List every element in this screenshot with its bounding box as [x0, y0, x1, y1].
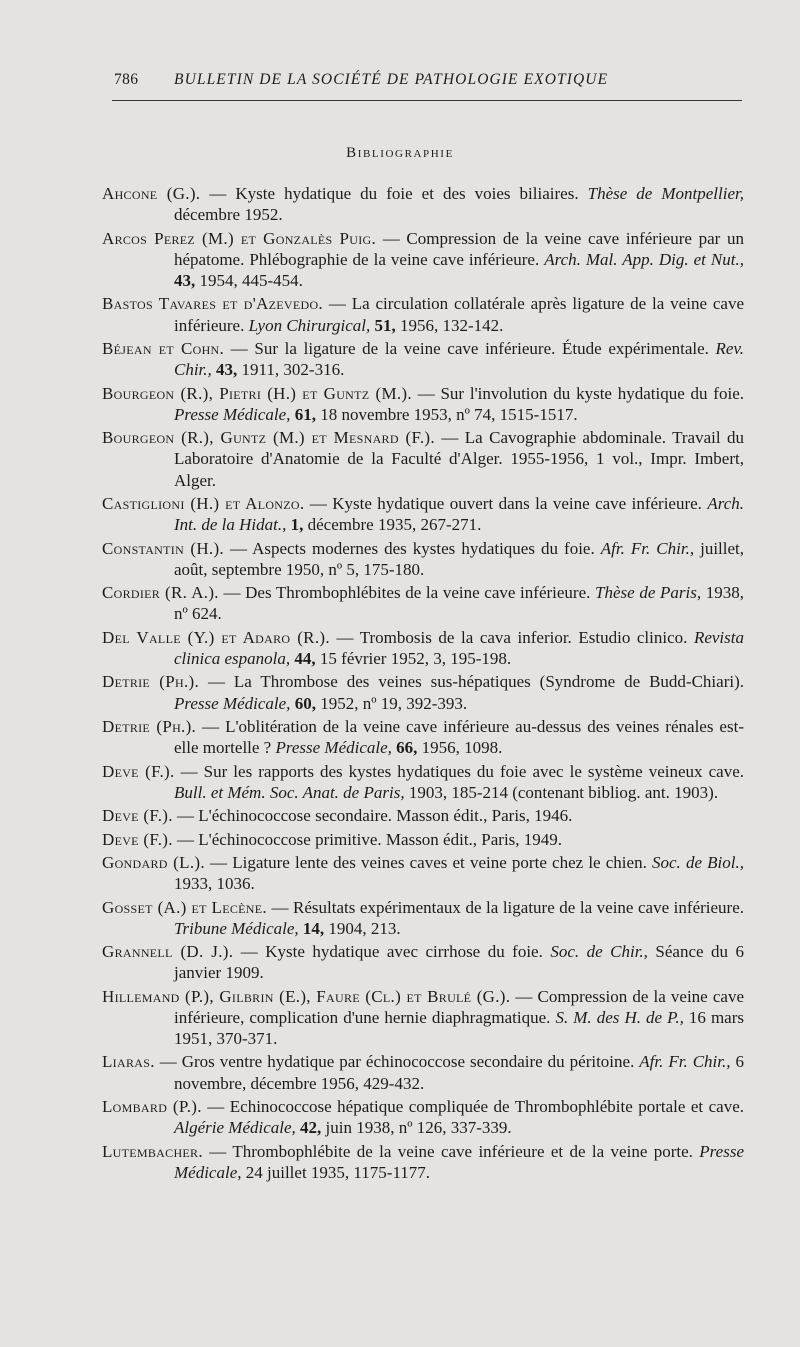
bibliography-entry [102, 582, 744, 624]
bibliography-entry [102, 761, 744, 803]
entry-authors: Liaras. [102, 1052, 155, 1072]
entry-journal: Presse Médicale, [275, 738, 392, 758]
bibliography-entry [102, 1051, 744, 1093]
entry-authors: Deve (F.). [102, 806, 173, 826]
entry-text: — Résultats expérimentaux de la ligature de la veine cave inférieure. [266, 897, 744, 917]
entry-journal: S. M. des H. de P., [555, 1007, 684, 1027]
entry-details: Séance du 6 janvier 1909. [174, 942, 744, 983]
entry-text: — Kyste hydatique avec cirrhose du foie. [233, 942, 551, 962]
entry-journal: Revista clinica espanola, [174, 627, 744, 668]
entry-details: 1956, 1098. [417, 738, 503, 758]
entry-volume: 14, [298, 918, 325, 938]
bibliography-list [102, 183, 744, 1185]
entry-text: — L'échinococcose primitive. Masson édit., Paris, 1949. [172, 829, 563, 849]
entry-details: 1954, 445-454. [195, 271, 303, 290]
entry-authors: Lutembacher. [102, 1141, 203, 1161]
bibliography-entry [102, 1141, 744, 1183]
bibliography-entry [102, 716, 744, 758]
entry-details: 1904, 213. [324, 918, 401, 938]
entry-details: 1903, 185-214 (contenant bibliog. ant. 1903). [404, 782, 719, 802]
header-rule [112, 100, 742, 101]
entry-journal: Thèse de Paris, [595, 583, 702, 603]
entry-volume: 44, [290, 648, 316, 668]
entry-journal: Afr. Fr. Chir., [600, 538, 695, 558]
bibliography-entry [102, 671, 744, 713]
entry-volume: 51, [370, 315, 396, 335]
bibliography-entry [102, 852, 744, 894]
entry-journal: Tribune Médicale, [174, 918, 299, 938]
entry-details: 15 février 1952, 3, 195-198. [315, 648, 512, 668]
entry-text: — L'échinococcose secondaire. Masson édit., Paris, 1946. [172, 806, 573, 826]
entry-details: 1933, 1036. [174, 874, 255, 894]
entry-details: 1911, 302-316. [237, 360, 345, 380]
entry-details: 18 novembre 1953, nº 74, 1515-1517. [315, 404, 578, 424]
entry-authors: Deve (F.). [102, 761, 175, 781]
entry-text: — Sur les rapports des kystes hydatiques du foie avec le système veineux cave. [174, 761, 744, 781]
bibliography-entry [102, 538, 744, 580]
entry-text: — Kyste hydatique ouvert dans la veine cave inférieure. [304, 493, 708, 513]
entry-journal: Arch. Int. de la Hidat., [174, 493, 745, 535]
bibliography-entry [102, 383, 744, 425]
entry-authors: Lombard (P.). [102, 1097, 202, 1117]
entry-volume: 66, [391, 738, 418, 758]
entry-authors: Castiglioni (H.) et Alonzo. [102, 493, 305, 513]
entry-text: — Ligature lente des veines caves et veine porte chez le chien. [204, 852, 652, 872]
bibliography-entry [102, 829, 744, 850]
entry-authors: Cordier (R. A.). [102, 583, 219, 603]
entry-volume: 42, [295, 1118, 322, 1138]
entry-text: — Thrombophlébite de la veine cave inférieure et de la veine porte. [202, 1141, 700, 1161]
entry-journal: Thèse de Montpellier, [587, 184, 745, 203]
entry-journal: Presse Médicale, [174, 404, 291, 424]
entry-details: 1956, 132-142. [395, 315, 504, 335]
entry-volume: 60, [290, 693, 316, 713]
entry-details: 24 juillet 1935, 1175-1177. [241, 1162, 431, 1182]
entry-details: 6 novembre, décembre 1956, 429-432. [174, 1052, 744, 1093]
entry-text: — Compression de la veine cave inférieure par un hépatome. Phlébographie de la veine cave inférieure. [174, 228, 745, 269]
entry-text: — Sur l'involution du kyste hydatique du foie. [411, 383, 744, 403]
bibliography-entry [102, 897, 744, 939]
entry-authors: Gondard (L.). [102, 852, 205, 872]
entry-authors: Ahcone (G.). [102, 184, 201, 203]
entry-text: — Echinococcose hépatique compliquée de Thrombophlébite portale et cave. [201, 1097, 744, 1117]
entry-details: décembre 1935, 267-271. [303, 515, 482, 535]
entry-journal: Presse Médicale, [174, 1141, 744, 1182]
entry-text: — La Cavographie abdominale. Travail du Laboratoire d'Anatomie de la Faculté d'Alger. 1955-1956, 1 vol., Impr. Imbert, Alger. [174, 428, 744, 490]
entry-details: 1938, nº 624. [174, 583, 745, 624]
bibliography-entry [102, 627, 744, 669]
entry-details: juin 1938, nº 126, 337-339. [321, 1118, 512, 1138]
entry-volume: 43, [211, 360, 238, 380]
entry-authors: Deve (F.). [102, 829, 173, 849]
entry-authors: Detrie (Ph.). [102, 716, 197, 736]
entry-journal: Algérie Médicale, [174, 1118, 296, 1138]
bibliography-entry [102, 183, 744, 225]
entry-authors: Bourgeon (R.), Guntz (M.) et Mesnard (F.). [102, 428, 435, 448]
entry-text: — Kyste hydatique du foie et des voies biliaires. [200, 184, 588, 203]
entry-journal: Rev. Chir., [174, 338, 745, 380]
entry-authors: Detrie (Ph.). [102, 672, 200, 692]
entry-text: — L'oblitération de la veine cave inférieure au-dessus des veines rénales est-elle mortelle ? [174, 716, 744, 758]
entry-authors: Arcos Perez (M.) et Gonzalès Puig. [102, 228, 377, 248]
entry-volume: 61, [290, 404, 316, 424]
entry-authors: Grannell (D. J.). [102, 942, 234, 962]
entry-volume: 43, [174, 271, 196, 290]
entry-details: 16 mars 1951, 370-371. [174, 1007, 744, 1049]
bibliography-entry [102, 293, 744, 335]
entry-details: 1952, nº 19, 392-393. [315, 693, 468, 713]
entry-text: — Sur la ligature de la veine cave inférieure. Étude expérimentale. [224, 338, 716, 358]
entry-authors: Bourgeon (R.), Pietri (H.) et Guntz (M.). [102, 383, 412, 403]
entry-journal: Arch. Mal. App. Dig. et Nut., [544, 249, 744, 269]
entry-journal: Soc. de Biol., [652, 852, 745, 872]
entry-text: — Gros ventre hydatique par échinococcose secondaire du péritoine. [154, 1052, 640, 1072]
entry-text: — La Thrombose des veines sus-hépatiques (Syndrome de Budd-Chiari). [199, 672, 744, 692]
entry-authors: Bastos Tavares et d'Azevedo. [102, 294, 323, 314]
bibliography-entry [102, 1096, 744, 1138]
entry-authors: Hillemand (P.), Gilbrin (E.), Faure (Cl.) et Brulé (G.). [102, 986, 511, 1006]
bibliography-entry [102, 986, 744, 1050]
entry-text: — La circulation collatérale après ligature de la veine cave inférieure. [174, 294, 744, 335]
bibliography-entry [102, 493, 744, 535]
entry-journal: Afr. Fr. Chir., [639, 1052, 731, 1072]
entry-details: décembre 1952. [174, 205, 283, 225]
entry-journal: Lyon Chirurgical, [248, 315, 371, 335]
page-number: 786 [114, 71, 139, 88]
entry-text: — Aspects modernes des kystes hydatiques du foie. [223, 538, 601, 558]
section-title: Bibliographie [346, 145, 454, 161]
entry-authors: Gosset (A.) et Lecène. [102, 897, 267, 917]
entry-journal: Presse Médicale, [174, 693, 291, 713]
entry-text: — Trombosis de la cava inferior. Estudio clinico. [329, 627, 694, 647]
entry-authors: Del Valle (Y.) et Adaro (R.). [102, 627, 330, 647]
journal-title: BULLETIN DE LA SOCIÉTÉ DE PATHOLOGIE EXOTIQUE [174, 71, 609, 88]
entry-volume: 1, [286, 515, 304, 535]
entry-journal: Bull. et Mém. Soc. Anat. de Paris, [174, 782, 405, 802]
bibliography-entry [102, 941, 744, 983]
entry-authors: Béjean et Cohn. [102, 338, 225, 358]
entry-authors: Constantin (H.). [102, 538, 224, 558]
entry-text: — Des Thrombophlébites de la veine cave inférieure. [218, 583, 596, 603]
bibliography-entry [102, 427, 744, 491]
entry-details: juillet, août, septembre 1950, nº 5, 175-180. [174, 538, 745, 579]
entry-text: — Compression de la veine cave inférieure, complication d'une hernie diaphragmatique. [174, 986, 744, 1027]
bibliography-entry [102, 805, 744, 826]
bibliography-entry [102, 228, 744, 292]
bibliography-entry [102, 338, 744, 380]
entry-journal: Soc. de Chir., [550, 942, 648, 962]
